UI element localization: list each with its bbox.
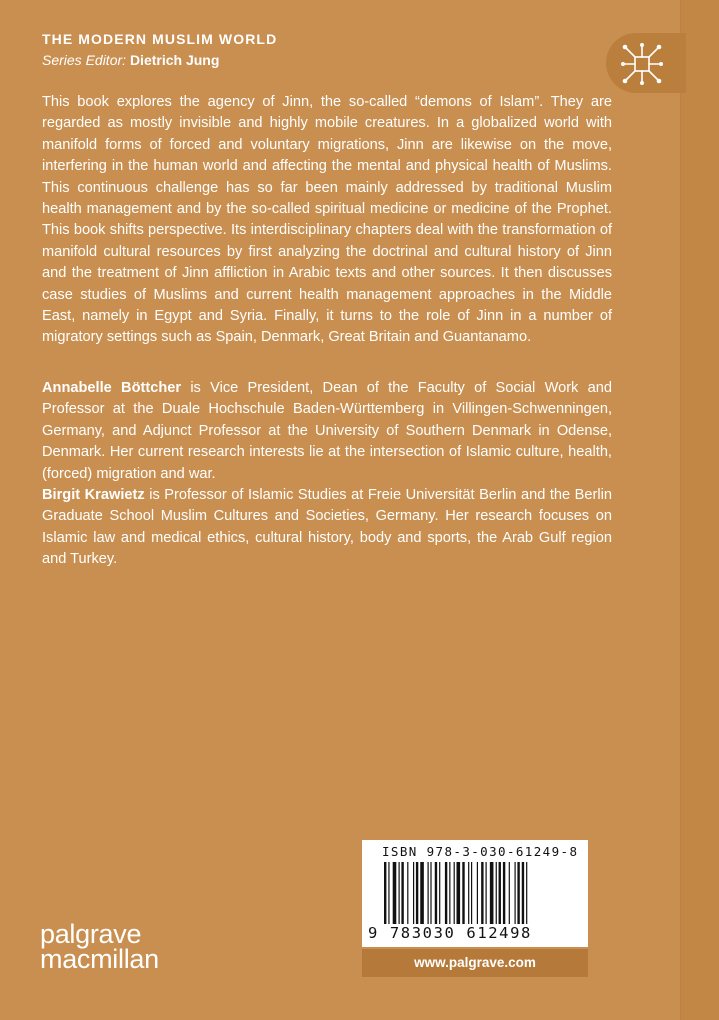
barcode-bar [486,862,487,924]
barcode-bars [384,862,570,924]
publisher-logo [40,919,159,974]
barcode-bar [416,862,418,924]
barcode-bar [399,862,400,924]
barcode-bar [477,862,478,924]
barcode-bar [393,862,397,924]
ean-digits: 9 783030 612498 [368,924,532,942]
barcode-bar [439,862,440,924]
barcode-bar [503,862,505,924]
spine-edge [680,0,681,1020]
isbn-label: ISBN 978-3-030-61249-8 [382,844,579,859]
publisher-url: www.palgrave.com [362,949,588,977]
series-logo-badge [606,33,686,93]
barcode-bar [496,862,497,924]
series-editor-name: Dietrich Jung [129,52,220,68]
barcode-bar [401,862,403,924]
publisher-logo-line2: macmillan [40,944,159,974]
isbn-barcode [362,840,588,947]
author-bio-text: is Vice President, Dean of the Faculty of Social Work and Professor at the Duale Hochschule Baden-Württemberg in Villingen-Schwenningen, Germany, and Adjunct Professor at the University of Southern Denmark in Odense, Denmark. Her current research interests lie at the intersection of Islamic culture, health, (forced) migration and war. [42,380,612,482]
palgrave-network-icon [618,40,666,88]
barcode-bar [454,862,455,924]
barcode-bar [407,862,408,924]
barcode-bar [515,862,516,924]
barcode-bar [384,862,386,924]
barcode-bar [522,862,524,924]
barcode-bar [526,862,527,924]
author-bio [42,485,612,571]
book-blurb: This book explores the agency of Jinn, the so-called “demons of Islam”. They are regarded as mostly invisible and highly mobile creatures. In a globalized world with manifold forms of forced and voluntary migrations, Jinn are likewise on the move, interfering in the human world and affecting the mental and physical health of Muslims. This continuous challenge has so far been mainly addressed by traditional Muslim health management and by the so-called spiritual medicine or medicine of the Prophet. This book shifts perspective. Its interdisciplinary chapters deal with the transformation of manifold cultural resources by first analyzing the doctrinal and cultural history of Jinn and the treatment of Jinn affliction in Arabic texts and other sources. It then discusses case studies of Muslims and current health management approaches in the Middle East, namely in Egypt and Syria. Finally, it turns to the role of Jinn in a number of migratory settings such as Spain, Denmark, Great Britain and Guantanamo. [42,94,612,346]
barcode-bar [490,862,494,924]
spine-strip [681,0,719,1020]
barcode-bar [420,862,424,924]
barcode-bar [428,862,429,924]
author-bio-text: is Professor of Islamic Studies at Freie Universität Berlin and the Berlin Graduate School Muslim Cultures and Societies, Germany. Her research focuses on Islamic law and medical ethics, cultural history, body and sports, the Arab Gulf region and Turkey. [42,487,612,568]
barcode-bar [468,862,469,924]
author-name: Birgit Krawietz [42,487,145,503]
barcode-bar [481,862,483,924]
barcode-bar [462,862,464,924]
barcode-bar [435,862,437,924]
barcode-bar [457,862,461,924]
barcode-bar [430,862,431,924]
barcode-bar [517,862,519,924]
series-editor-label: Series Editor: [42,52,127,68]
author-bio [42,378,612,485]
series-title: THE MODERN MUSLIM WORLD [42,31,278,47]
author-name: Annabelle Böttcher [42,380,182,396]
publisher-logo-line1: palgrave [40,919,142,949]
barcode-bar [471,862,472,924]
barcode-bar [499,862,501,924]
barcode-bar [445,862,447,924]
barcode-bar [413,862,414,924]
barcode-bar [449,862,450,924]
barcode-bar [509,862,510,924]
barcode-bar [388,862,389,924]
series-editor [42,52,219,68]
